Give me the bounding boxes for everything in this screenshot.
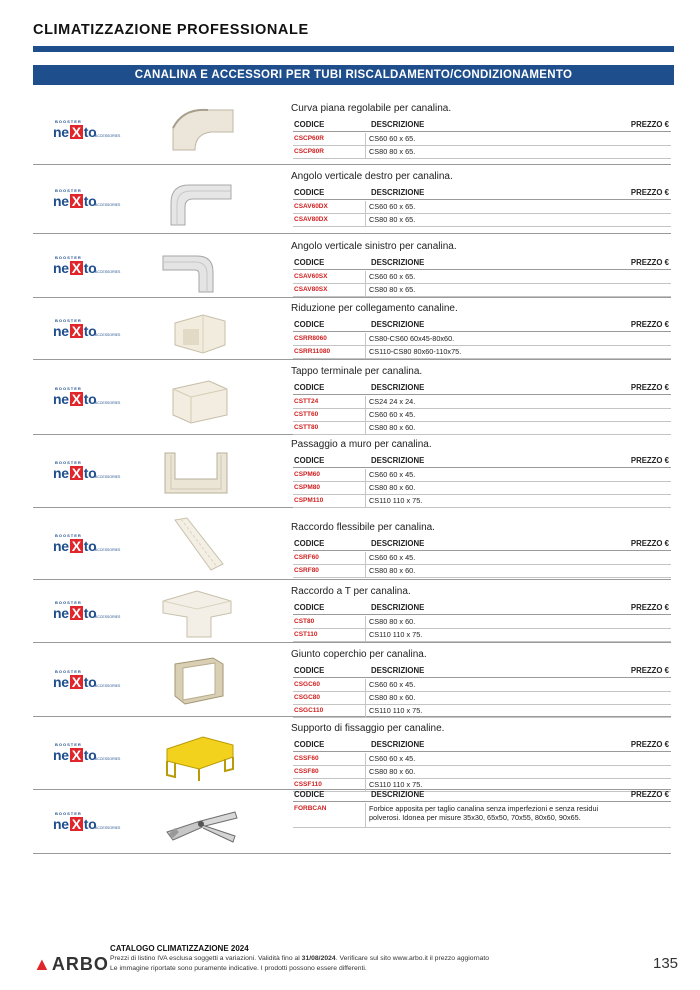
product-description: CS80 80 x 60. bbox=[369, 767, 416, 776]
nexto-logo-post: to bbox=[83, 538, 97, 554]
catalog-title: CATALOGO CLIMATIZZAZIONE 2024 bbox=[110, 944, 249, 953]
table-row bbox=[293, 271, 671, 284]
column-description: DESCRIZIONE bbox=[371, 603, 425, 612]
table-row bbox=[293, 753, 671, 766]
product-block bbox=[33, 360, 671, 435]
nexto-logo-sub: ACCESSORIES bbox=[95, 757, 121, 761]
column-description: DESCRIZIONE bbox=[371, 120, 425, 129]
product-block bbox=[33, 790, 671, 854]
nexto-logo-mark bbox=[53, 674, 96, 690]
nexto-logo bbox=[53, 742, 119, 764]
product-code: CSGC80 bbox=[294, 694, 321, 701]
column-code: CODICE bbox=[294, 320, 325, 329]
table-row bbox=[293, 469, 671, 482]
nexto-logo bbox=[53, 386, 119, 408]
nexto-logo-pre: ne bbox=[53, 260, 69, 276]
nexto-logo-pre: ne bbox=[53, 538, 69, 554]
product-title: Angolo verticale destro per canalina. bbox=[291, 171, 453, 182]
nexto-logo-sub: ACCESSORIES bbox=[95, 270, 121, 274]
column-code: CODICE bbox=[294, 120, 325, 129]
nexto-logo-pre: ne bbox=[53, 816, 69, 832]
product-description: CS60 60 x 45. bbox=[369, 680, 416, 689]
product-image-flat-curve bbox=[153, 100, 243, 160]
table-row bbox=[293, 396, 671, 409]
table-header bbox=[293, 188, 671, 200]
column-divider bbox=[365, 692, 366, 704]
product-description: CS60 60 x 45. bbox=[369, 754, 416, 763]
product-description: CS80 80 x 65. bbox=[369, 285, 416, 294]
product-title: Raccordo a T per canalina. bbox=[291, 586, 411, 597]
product-title: Tappo terminale per canalina. bbox=[291, 366, 423, 377]
nexto-logo-small: BOOSTER bbox=[55, 600, 82, 605]
column-description: DESCRIZIONE bbox=[371, 740, 425, 749]
table-header bbox=[293, 740, 671, 752]
product-description: CS110 110 x 75. bbox=[369, 780, 423, 789]
column-price: PREZZO € bbox=[630, 790, 669, 799]
product-block bbox=[33, 580, 671, 643]
table-row bbox=[293, 616, 671, 629]
nexto-logo-mark bbox=[53, 747, 96, 763]
nexto-logo-small: BOOSTER bbox=[55, 386, 82, 391]
product-code: CSPM110 bbox=[294, 497, 324, 504]
product-code: CSTT24 bbox=[294, 398, 319, 405]
nexto-logo-sub: ACCESSORIES bbox=[95, 684, 121, 688]
product-description: CS80 80 x 60. bbox=[369, 483, 416, 492]
product-code: CSTT60 bbox=[294, 411, 319, 418]
table-row bbox=[293, 552, 671, 565]
footer-note-prices bbox=[110, 955, 489, 962]
product-description: CS80 80 x 65. bbox=[369, 147, 416, 156]
nexto-logo bbox=[53, 318, 119, 340]
nexto-logo-post: to bbox=[83, 747, 97, 763]
product-description: CS110 110 x 75. bbox=[369, 630, 423, 639]
column-code: CODICE bbox=[294, 456, 325, 465]
product-code: CSCP80R bbox=[294, 148, 324, 155]
nexto-logo-post: to bbox=[83, 260, 97, 276]
table-row bbox=[293, 679, 671, 692]
column-price: PREZZO € bbox=[630, 456, 669, 465]
nexto-logo-post: to bbox=[83, 816, 97, 832]
table-row bbox=[293, 629, 671, 642]
product-title: Supporto di fissaggio per canaline. bbox=[291, 723, 445, 734]
column-code: CODICE bbox=[294, 258, 325, 267]
product-image-t-fitting bbox=[153, 581, 243, 641]
table-row bbox=[293, 333, 671, 346]
product-description: CS60 60 x 45. bbox=[369, 553, 416, 562]
column-divider bbox=[365, 495, 366, 507]
nexto-logo-sub: ACCESSORIES bbox=[95, 401, 121, 405]
product-code: FORBCAN bbox=[294, 805, 327, 812]
column-divider bbox=[365, 214, 366, 226]
product-image-cover-joint bbox=[153, 650, 243, 710]
table-row bbox=[293, 766, 671, 779]
product-image-end-cap bbox=[153, 367, 243, 427]
product-description: CS60 60 x 45. bbox=[369, 470, 416, 479]
product-description: CS60 60 x 65. bbox=[369, 202, 416, 211]
column-divider bbox=[365, 346, 366, 358]
product-block bbox=[33, 717, 671, 790]
table-row bbox=[293, 482, 671, 495]
nexto-logo-small: BOOSTER bbox=[55, 742, 82, 747]
nexto-logo-mark bbox=[53, 605, 96, 621]
column-divider bbox=[365, 803, 366, 827]
section-header: CANALINA E ACCESSORI PER TUBI RISCALDAMENTO/CONDIZIONAMENTO bbox=[33, 65, 674, 85]
product-description: CS110-CS80 80x60-110x75. bbox=[369, 347, 462, 356]
table-header bbox=[293, 383, 671, 395]
product-code: CSAV60DX bbox=[294, 203, 328, 210]
product-title: Raccordo flessibile per canalina. bbox=[291, 522, 435, 533]
validity-date: 31/08/2024 bbox=[301, 955, 336, 962]
column-divider bbox=[365, 409, 366, 421]
column-price: PREZZO € bbox=[630, 740, 669, 749]
nexto-logo-sub: ACCESSORIES bbox=[95, 203, 121, 207]
column-divider bbox=[365, 133, 366, 145]
column-code: CODICE bbox=[294, 188, 325, 197]
product-code: CSSF60 bbox=[294, 755, 319, 762]
footer-note-images: Le immagine riportate sono puramente indicative. I prodotti possono essere differenti. bbox=[110, 965, 367, 972]
nexto-logo-post: to bbox=[83, 193, 97, 209]
product-description: CS24 24 x 24. bbox=[369, 397, 416, 406]
product-code: CSGC60 bbox=[294, 681, 321, 688]
column-price: PREZZO € bbox=[630, 320, 669, 329]
nexto-logo-small: BOOSTER bbox=[55, 119, 82, 124]
table-header bbox=[293, 456, 671, 468]
column-description: DESCRIZIONE bbox=[371, 258, 425, 267]
product-description: CS110 110 x 75. bbox=[369, 496, 423, 505]
product-description: CS60 60 x 45. bbox=[369, 410, 416, 419]
nexto-logo bbox=[53, 600, 119, 622]
nexto-logo-x: X bbox=[71, 816, 81, 832]
nexto-logo-pre: ne bbox=[53, 605, 69, 621]
column-code: CODICE bbox=[294, 539, 325, 548]
table-row bbox=[293, 803, 671, 828]
nexto-logo-mark bbox=[53, 465, 96, 481]
nexto-logo-small: BOOSTER bbox=[55, 188, 82, 193]
nexto-logo-mark bbox=[53, 193, 96, 209]
product-block bbox=[33, 643, 671, 717]
table-header bbox=[293, 790, 671, 802]
nexto-logo-x: X bbox=[71, 465, 81, 481]
arbo-logo-text: ARBO bbox=[51, 954, 109, 974]
nexto-logo-post: to bbox=[83, 465, 97, 481]
table-row bbox=[293, 346, 671, 359]
product-title: Giunto coperchio per canalina. bbox=[291, 649, 427, 660]
product-code: CSAV60SX bbox=[294, 273, 328, 280]
column-divider bbox=[365, 396, 366, 408]
product-description: CS80-CS60 60x45-80x60. bbox=[369, 334, 455, 343]
nexto-logo-sub: ACCESSORIES bbox=[95, 333, 121, 337]
table-row bbox=[293, 214, 671, 227]
column-divider bbox=[365, 753, 366, 765]
column-price: PREZZO € bbox=[630, 258, 669, 267]
column-description: DESCRIZIONE bbox=[371, 539, 425, 548]
product-description: CS80 80 x 60. bbox=[369, 566, 416, 575]
nexto-logo-pre: ne bbox=[53, 674, 69, 690]
product-block bbox=[33, 165, 671, 234]
column-divider bbox=[365, 705, 366, 717]
column-code: CODICE bbox=[294, 666, 325, 675]
column-divider bbox=[365, 333, 366, 345]
table-row bbox=[293, 201, 671, 214]
table-row bbox=[293, 495, 671, 508]
product-code: CSAV80DX bbox=[294, 216, 328, 223]
nexto-logo-post: to bbox=[83, 391, 97, 407]
table-header bbox=[293, 603, 671, 615]
product-description: CS60 60 x 65. bbox=[369, 272, 416, 281]
nexto-logo-sub: ACCESSORIES bbox=[95, 475, 121, 479]
table-header bbox=[293, 320, 671, 332]
nexto-logo-x: X bbox=[71, 124, 81, 140]
table-row bbox=[293, 422, 671, 435]
table-header bbox=[293, 666, 671, 678]
nexto-logo bbox=[53, 188, 119, 210]
product-code: CSGC110 bbox=[294, 707, 324, 714]
nexto-logo-pre: ne bbox=[53, 323, 69, 339]
table-row bbox=[293, 146, 671, 159]
column-divider bbox=[365, 552, 366, 564]
nexto-logo-mark bbox=[53, 323, 96, 339]
title-rule bbox=[33, 46, 674, 52]
product-code: CSSF110 bbox=[294, 781, 322, 788]
nexto-logo bbox=[53, 460, 119, 482]
footer-note-post: . Verificare sul sito www.arbo.it il prezzo aggiornato bbox=[335, 955, 490, 962]
nexto-logo-post: to bbox=[83, 605, 97, 621]
nexto-logo-pre: ne bbox=[53, 747, 69, 763]
product-code: CST110 bbox=[294, 631, 318, 638]
product-image-vertical-angle-left bbox=[153, 236, 243, 296]
column-description: DESCRIZIONE bbox=[371, 790, 425, 799]
nexto-logo-small: BOOSTER bbox=[55, 811, 82, 816]
column-code: CODICE bbox=[294, 740, 325, 749]
nexto-logo-small: BOOSTER bbox=[55, 533, 82, 538]
product-block bbox=[33, 508, 671, 580]
product-title: Angolo verticale sinistro per canalina. bbox=[291, 241, 457, 252]
product-block bbox=[33, 96, 671, 165]
nexto-logo-post: to bbox=[83, 674, 97, 690]
product-description: CS110 110 x 75. bbox=[369, 706, 423, 715]
product-description: CS80 80 x 60. bbox=[369, 423, 416, 432]
product-image-reduction bbox=[153, 299, 243, 359]
product-code: CSPM80 bbox=[294, 484, 321, 491]
product-block bbox=[33, 435, 671, 508]
nexto-logo-sub: ACCESSORIES bbox=[95, 548, 121, 552]
nexto-logo-sub: ACCESSORIES bbox=[95, 134, 121, 138]
nexto-logo-mark bbox=[53, 260, 96, 276]
nexto-logo-x: X bbox=[71, 323, 81, 339]
product-image-flexible-fitting bbox=[153, 514, 243, 574]
product-title: Passaggio a muro per canalina. bbox=[291, 439, 432, 450]
nexto-logo-post: to bbox=[83, 124, 97, 140]
column-divider bbox=[365, 482, 366, 494]
nexto-logo-mark bbox=[53, 816, 96, 832]
nexto-logo bbox=[53, 119, 119, 141]
product-description: Forbice apposita per taglio canalina senza imperfezioni e senza residui polverosi. Idonea per misure 35x30, 65x50, 70x55, 80x60, 90x65. bbox=[369, 804, 599, 822]
column-code: CODICE bbox=[294, 383, 325, 392]
nexto-logo-pre: ne bbox=[53, 193, 69, 209]
table-row bbox=[293, 284, 671, 297]
product-title: Curva piana regolabile per canalina. bbox=[291, 103, 452, 114]
column-price: PREZZO € bbox=[630, 666, 669, 675]
column-code: CODICE bbox=[294, 603, 325, 612]
nexto-logo-x: X bbox=[71, 260, 81, 276]
column-divider bbox=[365, 422, 366, 434]
table-row bbox=[293, 409, 671, 422]
nexto-logo-mark bbox=[53, 124, 96, 140]
table-header bbox=[293, 258, 671, 270]
column-description: DESCRIZIONE bbox=[371, 383, 425, 392]
nexto-logo-pre: ne bbox=[53, 391, 69, 407]
page-number: 135 bbox=[653, 955, 679, 972]
column-price: PREZZO € bbox=[630, 603, 669, 612]
nexto-logo bbox=[53, 533, 119, 555]
nexto-logo-x: X bbox=[71, 747, 81, 763]
product-description: CS80 80 x 65. bbox=[369, 215, 416, 224]
product-code: CSTT80 bbox=[294, 424, 319, 431]
column-divider bbox=[365, 271, 366, 283]
product-image-vertical-angle-right bbox=[153, 169, 243, 229]
table-row bbox=[293, 133, 671, 146]
column-divider bbox=[365, 284, 366, 296]
nexto-logo bbox=[53, 255, 119, 277]
column-divider bbox=[365, 766, 366, 778]
column-divider bbox=[365, 629, 366, 641]
nexto-logo-x: X bbox=[71, 674, 81, 690]
nexto-logo-x: X bbox=[71, 391, 81, 407]
column-price: PREZZO € bbox=[630, 539, 669, 548]
column-divider bbox=[365, 679, 366, 691]
column-description: DESCRIZIONE bbox=[371, 320, 425, 329]
nexto-logo-pre: ne bbox=[53, 124, 69, 140]
product-code: CSSF80 bbox=[294, 768, 319, 775]
column-price: PREZZO € bbox=[630, 188, 669, 197]
column-price: PREZZO € bbox=[630, 120, 669, 129]
nexto-logo-sub: ACCESSORIES bbox=[95, 615, 121, 619]
table-row bbox=[293, 692, 671, 705]
column-price: PREZZO € bbox=[630, 383, 669, 392]
nexto-logo bbox=[53, 811, 119, 833]
product-image-wall-pass bbox=[153, 441, 243, 501]
table-row bbox=[293, 565, 671, 578]
column-divider bbox=[365, 565, 366, 577]
column-divider bbox=[365, 146, 366, 158]
nexto-logo-x: X bbox=[71, 193, 81, 209]
column-code: CODICE bbox=[294, 790, 325, 799]
product-code: CSCP60R bbox=[294, 135, 324, 142]
product-title: Riduzione per collegamento canaline. bbox=[291, 303, 458, 314]
nexto-logo-mark bbox=[53, 538, 96, 554]
arbo-logo bbox=[33, 954, 109, 975]
table-header bbox=[293, 120, 671, 132]
nexto-logo bbox=[53, 669, 119, 691]
product-block bbox=[33, 234, 671, 298]
nexto-logo-sub: ACCESSORIES bbox=[95, 826, 121, 830]
table-header bbox=[293, 539, 671, 551]
nexto-logo-pre: ne bbox=[53, 465, 69, 481]
nexto-logo-small: BOOSTER bbox=[55, 255, 82, 260]
product-code: CST80 bbox=[294, 618, 315, 625]
nexto-logo-small: BOOSTER bbox=[55, 669, 82, 674]
column-description: DESCRIZIONE bbox=[371, 188, 425, 197]
product-code: CSPM60 bbox=[294, 471, 321, 478]
product-description: CS80 80 x 60. bbox=[369, 617, 416, 626]
product-code: CSRF80 bbox=[294, 567, 319, 574]
column-divider bbox=[365, 616, 366, 628]
nexto-logo-small: BOOSTER bbox=[55, 460, 82, 465]
column-description: DESCRIZIONE bbox=[371, 456, 425, 465]
product-image-scissors bbox=[153, 792, 243, 852]
nexto-logo-x: X bbox=[71, 605, 81, 621]
product-block bbox=[33, 298, 671, 360]
product-code: CSRF60 bbox=[294, 554, 319, 561]
product-image-fixing-support bbox=[153, 723, 243, 783]
footer-note-pre: Prezzi di listino IVA esclusa soggetti a variazioni. Validità fino al bbox=[110, 955, 302, 962]
product-code: CSRR11080 bbox=[294, 348, 331, 355]
product-description: CS60 60 x 65. bbox=[369, 134, 416, 143]
column-description: DESCRIZIONE bbox=[371, 666, 425, 675]
product-description: CS80 80 x 60. bbox=[369, 693, 416, 702]
nexto-logo-mark bbox=[53, 391, 96, 407]
nexto-logo-small: BOOSTER bbox=[55, 318, 82, 323]
product-code: CSRR8060 bbox=[294, 335, 327, 342]
column-divider bbox=[365, 201, 366, 213]
flame-icon: ▲ bbox=[33, 954, 52, 974]
column-divider bbox=[365, 469, 366, 481]
nexto-logo-x: X bbox=[71, 538, 81, 554]
page-title: CLIMATIZZAZIONE PROFESSIONALE bbox=[33, 22, 309, 38]
product-code: CSAV80SX bbox=[294, 286, 328, 293]
nexto-logo-post: to bbox=[83, 323, 97, 339]
